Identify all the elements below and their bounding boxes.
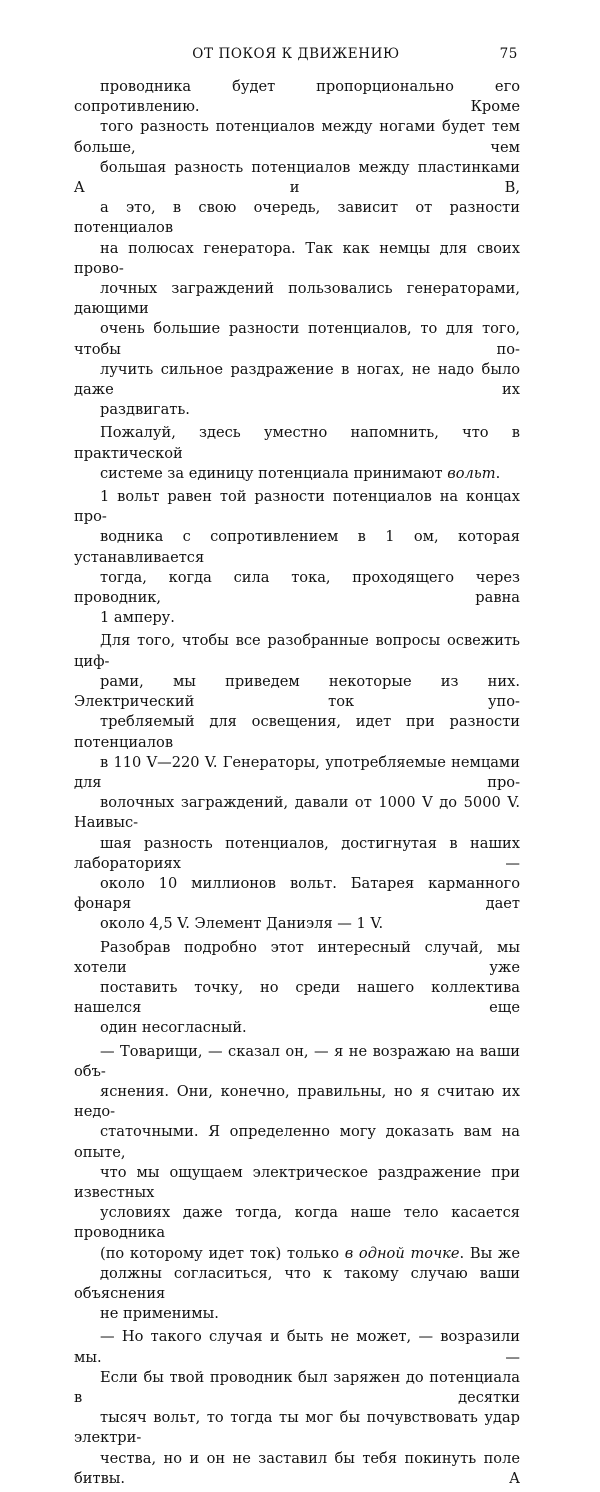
text-line: чества, но и он не заставил бы тебя покинуть поле битвы. А — [74, 1449, 520, 1487]
body-text — [74, 77, 520, 1492]
text-segment: системе за единицу потенциала принимают — [100, 464, 443, 482]
text-line: 1 амперу. — [100, 609, 175, 627]
text-line: Для того, чтобы все разобранные вопросы освежить циф- — [74, 632, 520, 670]
text-line-mixed — [74, 1244, 520, 1264]
running-title: ОТ ПОКОЯ К ДВИЖЕНИЮ — [192, 46, 400, 62]
text-line: статочными. Я определенно могу доказать вам на опыте, — [74, 1123, 520, 1161]
text-segment: (по которому идет ток) только — [100, 1244, 339, 1262]
page-number: 75 — [499, 46, 518, 62]
text-line: а это, в свою очередь, зависит от разности потенциалов — [74, 199, 520, 237]
text-line: большая разность потенциалов между пластинками A и B, — [74, 158, 520, 197]
text-line: требляемый для освещения, идет при разности потенциалов — [74, 713, 520, 751]
text-line: лочных заграждений пользовались генераторами, дающими — [74, 280, 520, 318]
paragraph-3 — [74, 487, 520, 628]
text-line: должны согласиться, что к такому случаю ваши объяснения — [74, 1264, 520, 1302]
text-line: условиях даже тогда, когда наше тело касается проводника — [74, 1204, 520, 1242]
text-line: раздвигать. — [100, 401, 190, 419]
text-segment: . — [495, 464, 501, 482]
text-line: лучить сильное раздражение в ногах, не надо было даже их — [74, 360, 520, 399]
text-line: около 10 миллионов вольт. Батарея карманного фонаря дает — [74, 874, 520, 913]
text-line: — Товарищи, — сказал он, — я не возражаю на ваши объ- — [74, 1042, 520, 1080]
text-line: около 4,5 V. Элемент Даниэля — 1 V. — [100, 915, 384, 933]
text-line: — Но такого случая и быть не может, — возразили мы. — — [74, 1328, 520, 1366]
text-line: волочных заграждений, давали от 1000 V до 5000 V. Наивыс- — [74, 794, 520, 832]
paragraph-5 — [74, 938, 520, 1039]
text-line: что мы ощущаем электрическое раздражение при известных — [74, 1163, 520, 1201]
text-line: того разность потенциалов между ногами будет тем больше, чем — [74, 118, 520, 156]
paragraph-1 — [74, 77, 520, 420]
text-line: яснения. Они, конечно, правильны, но я считаю их недо- — [74, 1082, 520, 1121]
text-line: в 110 V—220 V. Генераторы, употребляемые немцами для про- — [74, 753, 520, 791]
text-line: тогда, когда сила тока, проходящего через проводник, равна — [74, 568, 520, 607]
text-line: рами, мы приведем некоторые из них. Электрический ток упо- — [74, 672, 520, 711]
text-line: 1 вольт равен той разности потенциалов на концах про- — [74, 488, 520, 526]
page-header — [74, 46, 518, 66]
paragraph-7 — [74, 1327, 520, 1489]
text-line: проводника будет пропорционально его сопротивлению. Кроме — [74, 78, 520, 116]
paragraph-2 — [74, 423, 520, 484]
text-segment: . Вы же — [459, 1244, 520, 1262]
text-line: тысяч вольт, то тогда ты мог бы почувствовать удар электри- — [74, 1409, 520, 1447]
text-line: очень большие разности потенциалов, то для того, чтобы по- — [74, 320, 520, 358]
paragraph-4 — [74, 631, 520, 934]
text-line-mixed — [74, 464, 520, 484]
paragraph-6 — [74, 1042, 520, 1325]
emphasis-volt: вольт — [447, 464, 496, 482]
text-line: Если бы твой проводник был заряжен до потенциала в десятки — [74, 1368, 520, 1406]
text-line: на полюсах генератора. Так как немцы для своих прово- — [74, 239, 520, 277]
text-line: поставить точку, но среди нашего коллектива нашелся еще — [74, 978, 520, 1017]
text-line: не применимы. — [100, 1305, 219, 1323]
text-line: один несогласный. — [100, 1019, 247, 1037]
emphasis-one-point: в одной точке — [344, 1244, 460, 1262]
text-line: Пожалуй, здесь уместно напомнить, что в практической — [74, 424, 520, 462]
text-line: Разобрав подробно этот интересный случай, мы хотели уже — [74, 938, 520, 976]
text-line: водника с сопротивлением в 1 ом, которая устанавливается — [74, 528, 520, 566]
text-line: шая разность потенциалов, достигнутая в наших лабораториях — — [74, 834, 520, 872]
